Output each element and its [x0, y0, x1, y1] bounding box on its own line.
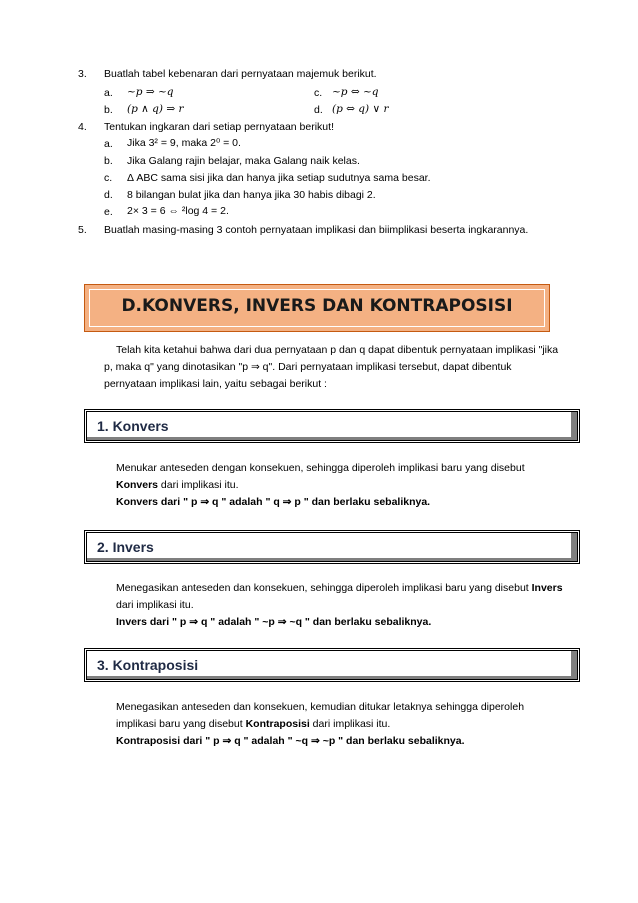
invers-heading-box	[84, 530, 580, 564]
konvers-heading-box	[84, 409, 580, 443]
invers-line-1-text: Menegasikan anteseden dan konsekuen, sehingga diperoleh implikasi baru yang disebut	[116, 582, 532, 594]
q3-a-label: a.	[104, 87, 113, 99]
box-shadow-bottom	[87, 437, 577, 440]
q4-item-text: Jika 3² = 9, maka 2⁰ = 0.	[127, 137, 241, 149]
q4-item-label: d.	[104, 189, 113, 201]
q3-d-expression: (p ⇔ q) ∨ r	[332, 103, 389, 115]
kontraposisi-heading: 3. Kontraposisi	[97, 657, 199, 673]
q4-item-text: Jika Galang rajin belajar, maka Galang naik kelas.	[127, 155, 360, 167]
konvers-term: Konvers	[116, 479, 159, 491]
invers-line-1	[116, 582, 563, 594]
question-5-number: 5.	[78, 224, 87, 236]
intro-line-1: Telah kita ketahui bahwa dari dua pernyataan p dan q dapat dibentuk pernyataan implikasi "jika	[116, 344, 559, 356]
box-shadow-bottom	[87, 676, 577, 679]
konvers-line-2-rest: dari implikasi itu.	[158, 479, 239, 491]
banner-title: D.KONVERS, INVERS DAN KONTRAPOSISI	[121, 296, 513, 316]
kontraposisi-term: Kontraposisi	[245, 718, 310, 730]
q3-c-label: c.	[314, 87, 323, 99]
q4-item-text: 8 bilangan bulat jika dan hanya jika 30 habis dibagi 2.	[127, 189, 376, 201]
kontraposisi-heading-box	[84, 648, 580, 682]
q3-d-label: d.	[314, 104, 323, 116]
box-shadow-right	[571, 651, 577, 679]
box-shadow-right	[571, 412, 577, 440]
invers-heading: 2. Invers	[97, 539, 154, 555]
q4-item-label: b.	[104, 155, 113, 167]
invers-line-2: dari implikasi itu.	[116, 599, 194, 611]
kontraposisi-rule: Kontraposisi dari " p ⇒ q " adalah " ~q ⇒ ~p " dan berlaku sebaliknya.	[116, 735, 465, 747]
invers-term: Invers	[531, 582, 563, 594]
konvers-line-2	[116, 479, 239, 491]
box-shadow-bottom	[87, 558, 577, 561]
q4-item-text: Δ ABC sama sisi jika dan hanya jika setiap sudutnya sama besar.	[127, 172, 431, 184]
q4-item-text: 2× 3 = 6 ⇔ ²log 4 = 2.	[127, 205, 229, 217]
intro-line-3: pernyataan implikasi lain, yaitu sebagai berikut :	[104, 378, 327, 390]
question-3-text: Buatlah tabel kebenaran dari pernyataan majemuk berikut.	[104, 68, 377, 80]
q4-item-label: c.	[104, 172, 113, 184]
kontraposisi-line-2-text: implikasi baru yang disebut	[116, 718, 246, 730]
konvers-line-1: Menukar anteseden dengan konsekuen, sehingga diperoleh implikasi baru yang disebut	[116, 462, 525, 474]
question-5-text: Buatlah masing-masing 3 contoh pernyataan implikasi dan biimplikasi beserta ingkarannya.	[104, 224, 529, 236]
invers-rule: Invers dari " p ⇒ q " adalah " ~p ⇒ ~q " dan berlaku sebaliknya.	[116, 616, 432, 628]
konvers-rule: Konvers dari " p ⇒ q " adalah " q ⇒ p " dan berlaku sebaliknya.	[116, 496, 431, 508]
box-shadow-right	[571, 533, 577, 561]
section-banner	[84, 284, 550, 332]
q3-a-expression: ~p ⇒ ~q	[127, 86, 174, 98]
q3-b-label: b.	[104, 104, 113, 116]
q3-c-expression: ~p ⇔ ~q	[332, 86, 379, 98]
question-4-text: Tentukan ingkaran dari setiap pernyataan berikut!	[104, 121, 334, 133]
kontraposisi-line-2-rest: dari implikasi itu.	[309, 718, 391, 730]
q4-item-label: a.	[104, 138, 113, 150]
konvers-heading: 1. Konvers	[97, 418, 169, 434]
question-3-number: 3.	[78, 68, 87, 80]
q4-item-label: e.	[104, 206, 113, 218]
kontraposisi-line-2	[116, 718, 390, 730]
question-4-number: 4.	[78, 121, 87, 133]
q3-b-expression: (p ∧ q) ⇒ r	[127, 103, 184, 115]
kontraposisi-line-1: Menegasikan anteseden dan konsekuen, kemudian ditukar letaknya sehingga diperoleh	[116, 701, 525, 713]
intro-line-2: p, maka q" yang dinotasikan "p ⇒ q". Dari pernyataan implikasi tersebut, dapat dibentuk	[104, 361, 512, 373]
